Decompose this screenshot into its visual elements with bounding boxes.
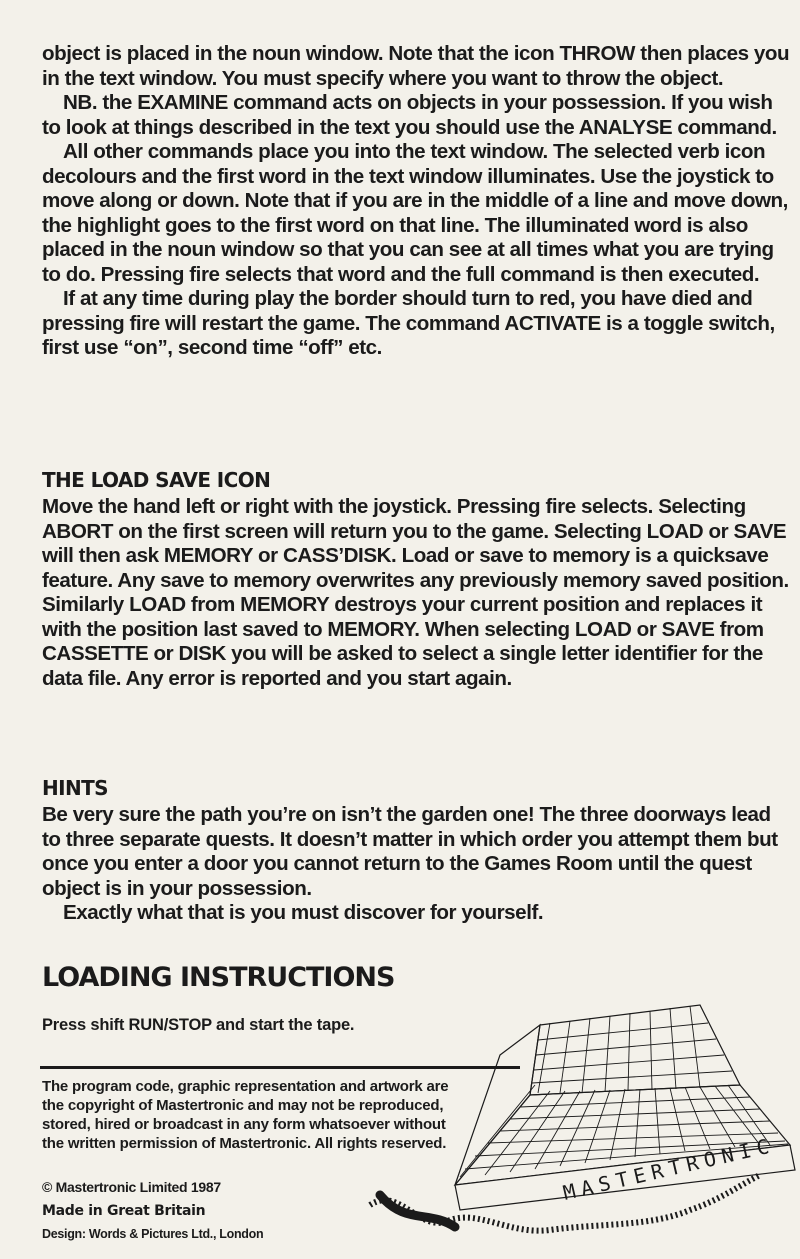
hints-heading: HINTS xyxy=(42,776,108,800)
logo-wordmark: MASTERTRONIC xyxy=(560,1132,778,1205)
design-credit: Design: Words & Pictures Ltd., London xyxy=(42,1227,264,1241)
load-save-body xyxy=(42,495,792,691)
hints-closing: Exactly what that is you must discover for yourself. xyxy=(63,901,544,924)
mastertronic-logo xyxy=(360,995,800,1259)
load-save-paragraph: Move the hand left or right with the joystick. Pressing fire selects. Selecting ABORT on the first screen will return you to the game. Selecting LOAD or SAVE will then ask MEMORY or CASS’DISK. Load or save to memory is a quicksave feature. Any save to memory overwrites any previously memory saved position. Similarly LOAD from MEMORY destroys your current position and replaces it with the position last saved to MEMORY. When selecting LOAD or SAVE from CASSETTE or DISK you will be asked to select a single letter identifier for the data file. Any error is reported and you start again. xyxy=(42,495,789,690)
intro-text xyxy=(42,42,792,361)
nb-paragraph: NB. the EXAMINE command acts on objects in your possession. If you wish to look at things described in the text you should use the ANALYSE command. xyxy=(42,91,777,139)
hints-body xyxy=(42,803,792,926)
copyright-line: © Mastertronic Limited 1987 xyxy=(42,1179,221,1195)
border-paragraph: If at any time during play the border should turn to red, you have died and pressing fire will restart the game. The command ACTIVATE is a toggle switch, first use “on”, second time “off” etc. xyxy=(42,287,775,359)
load-save-heading: THE LOAD SAVE ICON xyxy=(42,468,271,492)
copyright-notice: The program code, graphic representation and artwork are the copyright of Mastertronic and may not be reproduced, stored, hired or broadcast in any form whatsoever without the written permission of Mastertronic. All rights reserved. xyxy=(42,1078,449,1152)
intro-paragraph: object is placed in the noun window. Note that the icon THROW then places you in the text window. You must specify where you want to throw the object. xyxy=(42,42,790,90)
loading-instructions: Press shift RUN/STOP and start the tape. xyxy=(42,1016,355,1034)
hints-paragraph: Be very sure the path you’re on isn’t the garden one! The three doorways lead to three separate quests. It doesn’t matter in which order you attempt them but once you enter a door you cannot return to the Games Room until the quest object is in your possession. xyxy=(42,803,778,900)
other-commands-paragraph: All other commands place you into the text window. The selected verb icon decolours and the first word in the text window illuminates. Use the joystick to move along or down. Note that if you are in the middle of a line and move down, the highlight goes to the first word on that line. The illuminated word is also placed in the noun window so that you can see at all times what you are trying to do. Pressing fire selects that word and the full command is then executed. xyxy=(42,140,788,286)
loading-heading: LOADING INSTRUCTIONS xyxy=(42,962,395,993)
logo-left-face xyxy=(455,1025,540,1185)
made-in-label: Made in Great Britain xyxy=(42,1203,206,1219)
